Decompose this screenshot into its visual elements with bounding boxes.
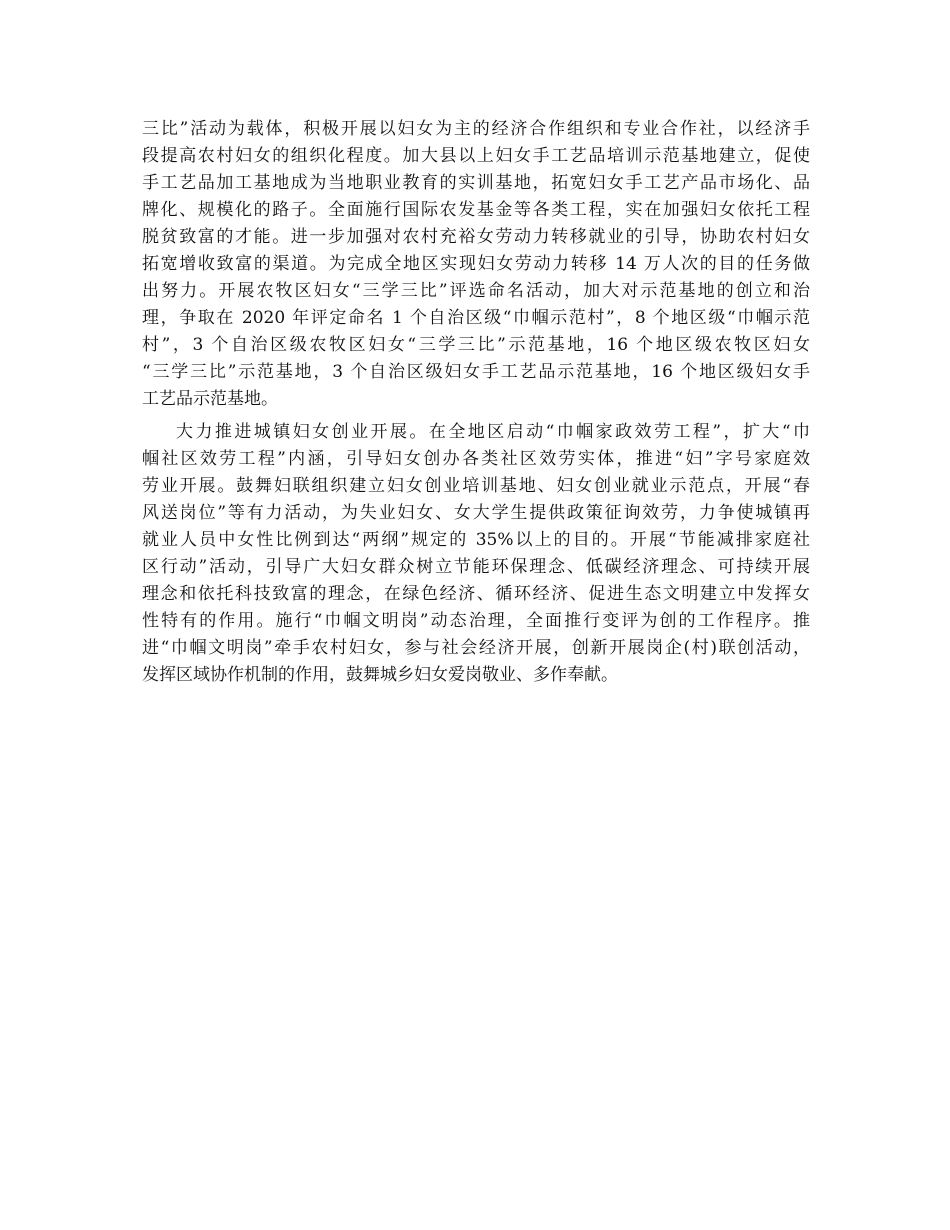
paragraph-1 bbox=[142, 116, 810, 413]
paragraph-line: 脱贫致富的才能。进一步加强对农村充裕女劳动力转移就业的引导，协助农村妇女 bbox=[142, 227, 810, 247]
paragraph-line: 理，争取在 2020 年评定命名 1 个自治区级“巾帼示范村”，8 个地区级“巾帼示范 bbox=[142, 308, 810, 328]
paragraph-line: 劳业开展。鼓舞妇联组织建立妇女创业培训基地、妇女创业就业示范点，开展“春 bbox=[142, 476, 810, 496]
paragraph-line: 大力推进城镇妇女创业开展。在全地区启动“巾帼家政效劳工程”，扩大“巾 bbox=[176, 422, 810, 442]
paragraph-line: 进“巾帼文明岗”牵手农村妇女，参与社会经济开展，创新开展岗企(村)联创活动， bbox=[142, 638, 810, 658]
paragraph-line: 段提高农村妇女的组织化程度。加大县以上妇女手工艺品培训示范基地建立，促使 bbox=[142, 146, 810, 166]
paragraph-line: 村”，3 个自治区级农牧区妇女“三学三比”示范基地，16 个地区级农牧区妇女 bbox=[142, 335, 810, 355]
paragraph-line: 风送岗位”等有力活动，为失业妇女、女大学生提供政策征询效劳，力争使城镇再 bbox=[142, 503, 810, 523]
paragraph-line: 出努力。开展农牧区妇女“三学三比”评选命名活动，加大对示范基地的创立和治 bbox=[142, 281, 810, 301]
paragraph-line: 区行动”活动，引导广大妇女群众树立节能环保理念、低碳经济理念、可持续开展 bbox=[142, 557, 810, 577]
paragraph-line: 就业人员中女性比例到达“两纲”规定的 35%以上的目的。开展“节能减排家庭社 bbox=[142, 530, 810, 550]
paragraph-line: 拓宽增收致富的渠道。为完成全地区实现妇女劳动力转移 14 万人次的目的任务做 bbox=[142, 254, 810, 274]
paragraph-2 bbox=[142, 419, 810, 689]
paragraph-line: 牌化、规模化的路子。全面施行国际农发基金等各类工程，实在加强妇女依托工程 bbox=[142, 200, 810, 220]
paragraph-line: “三学三比”示范基地，3 个自治区级妇女手工艺品示范基地，16 个地区级妇女手 bbox=[142, 362, 810, 382]
paragraph-line: 帼社区效劳工程”内涵，引导妇女创办各类社区效劳实体，推进“妇”字号家庭效 bbox=[142, 449, 810, 469]
paragraph-line: 发挥区域协作机制的作用，鼓舞城乡妇女爱岗敬业、多作奉献。 bbox=[142, 665, 618, 685]
paragraph-line: 三比”活动为载体，积极开展以妇女为主的经济合作组织和专业合作社，以经济手 bbox=[142, 119, 810, 139]
paragraph-line: 理念和依托科技致富的理念，在绿色经济、循环经济、促进生态文明建立中发挥女 bbox=[142, 584, 810, 604]
paragraph-line: 工艺品示范基地。 bbox=[142, 389, 278, 409]
paragraph-line: 性特有的作用。施行“巾帼文明岗”动态治理，全面推行变评为创的工作程序。推 bbox=[142, 611, 810, 631]
document-body bbox=[142, 116, 810, 689]
paragraph-line: 手工艺品加工基地成为当地职业教育的实训基地，拓宽妇女手工艺产品市场化、品 bbox=[142, 173, 810, 193]
